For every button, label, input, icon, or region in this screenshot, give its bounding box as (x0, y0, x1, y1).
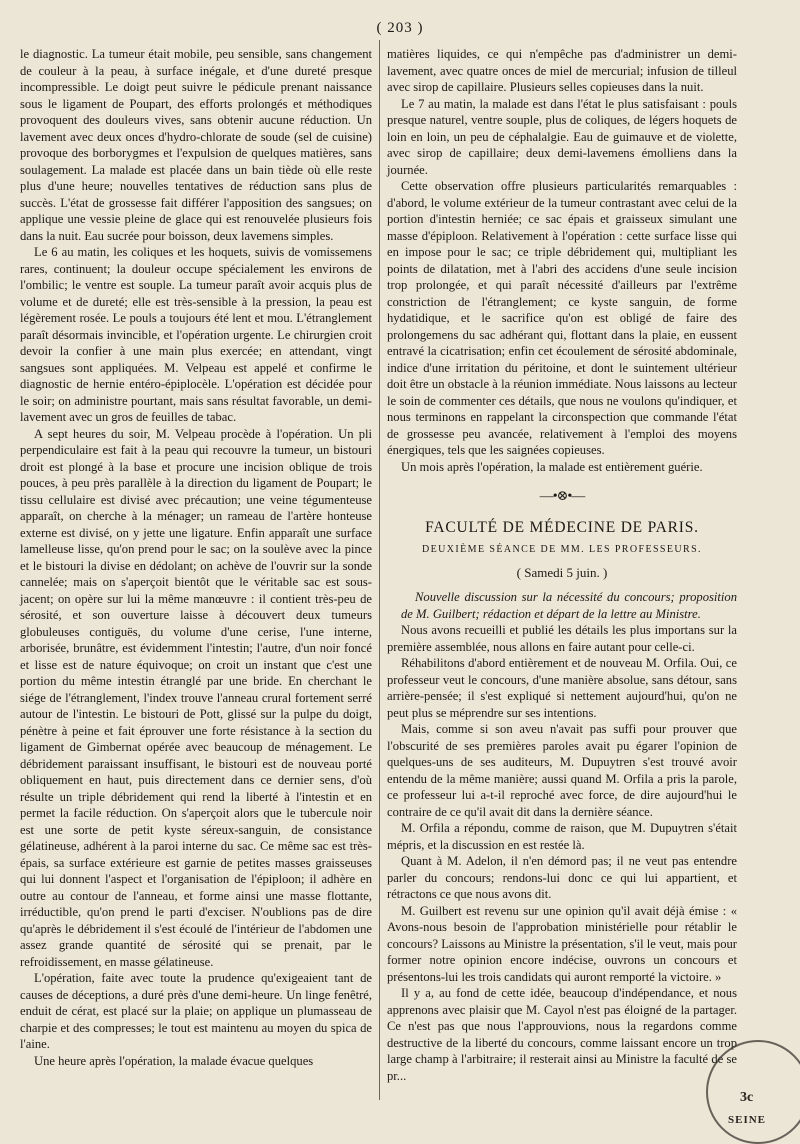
paragraph: Mais, comme si son aveu n'avait pas suffi pour prouver que l'obscurité de ses premières paroles avait pu égarer l'opinion de quelques-uns de ses auditeurs, M. Dupuytren s'est trouvé avoir entendu de la même manière; aussi quand M. Orfila a pris la parole, ce professeur lui a-t-il reproché avec force, de dire aujourd'hui le contraire de ce qu'il avait dit dans la dernière séance. (387, 722, 737, 819)
paragraph: Cette observation offre plusieurs particularités remarquables : d'abord, le volume extérieur de la tumeur contrastant avec celui de la portion d'intestin herniée; ce sac épais et graisseux simulant une masse d'épiploon. Relativement à l'opération : cette surface lisse qui en impose pour le sac; ce triple débridement qui, multipliant les points de dilatation, met à l'abri des accidens d'une seule incision trop prolongée, et qui paraît nécessité d'ailleurs par l'extrême constriction de l'étranglement; ce kyste sanguin, de forme hydatidique, et le sacrifice qu'on est obligé de faire des prolongemens du sac adhérant qui, flottant dans la plaie, en eussent entravé la cicatrisation; enfin cet écoulement de sérosité abdominale, indice d'une irritation du péritoine, et dont le suintement ultérieur doit être un obstacle à la réunion immédiate. Nous laissons au lecteur le soin de commenter ces détails, que nous ne voulons qu'indiquer, et nous terminons en rappelant la circonspection que commande l'état de grossesse peu avancée, relativement à l'emploi des moyens énergiques, tels que les saignées copieuses. (387, 179, 737, 457)
paragraph: Nous avons recueilli et publié les détails les plus importans sur la première assemblée, nous allons en faire autant pour celle-ci. (387, 623, 737, 654)
paragraph: M. Guilbert est revenu sur une opinion qu'il avait déjà émise : « Avons-nous besoin de l'approbation ministérielle pour rétablir le concours? Laissons au Ministre la présentation, s'il le veut, mais pour former notre opinion encore indécise, ouvrons un concours et présentons-lui les trois candidats qui auront remporté la victoire. » (387, 903, 737, 984)
column-divider (379, 40, 380, 1100)
paragraph: Une heure après l'opération, la malade évacue quelques (34, 1053, 314, 1068)
paragraph: M. Orfila a répondu, comme de raison, que M. Dupuytren s'était mépris, et la discussion en est restée là. (387, 821, 737, 852)
paragraph: Le 7 au matin, la malade est dans l'état le plus satisfaisant : pouls presque naturel, ventre souple, plus de coliques, de légers hoquets de loin en loin, un peu de céphalalgie. Eau de guimauve et de violette, avec sirop de capillaire; deux demi-lavemens émolliens dans la journée. (387, 96, 737, 177)
stamp-label: SEINE (728, 1114, 767, 1126)
paragraph: Quant à M. Adelon, il n'en démord pas; il ne veut pas entendre parler du concours; rendons-lui donc ce qui lui appartient, et rétractons ce que nous avons dit. (387, 854, 737, 901)
section-subheading: DEUXIÈME SÉANCE DE MM. LES PROFESSEURS. (422, 544, 702, 555)
paragraph: Il y a, au fond de cette idée, beaucoup d'indépendance, et nous apprenons avec plaisir que M. Cayol n'est pas éloigné de la partager. Ce n'est pas que nous l'approuvions, nous la regardons comme destructive de la liberté du concours, comme laissant encore un trop large champ à l'arbitraire; il resterait ainsi au Ministre la faculté de se pr... (387, 986, 737, 1083)
stamp-number: 3c (740, 1090, 754, 1105)
section-heading: FACULTÉ DE MÉDECINE DE PARIS. (425, 518, 699, 536)
paragraph: Réhabilitons d'abord entièrement et de nouveau M. Orfila. Oui, ce professeur veut le concours, d'une manière absolue, sans détour, sans arrière-pensée; il s'est expliqué si nettement aujourd'hui, qu'on ne peut plus se méprendre sur ses intentions. (387, 656, 737, 720)
paragraph: Un mois après l'opération, la malade est entièrement guérie. (401, 459, 703, 474)
paragraph: A sept heures du soir, M. Velpeau procède à l'opération. Un pli perpendiculaire est fait à la peau qui recouvre la tumeur, un bistouri droit est plongé à la base et procure une incision oblique de trois pouces, à peu près parallèle à la direction du ligament de Poupart; le tissu cellulaire est divisé avec précaution; une veine tégumenteuse apparaît, on cherche à la ménager; un rameau de l'artère honteuse externe est divisé, on y jette une ligature. Enfin apparaît une surface lamelleuse lisse, qu'on prend pour le sac; on la soulève avec la pince et le bistouri la divise en dédolant; on achève de l'ouvrir sur la sonde cannelée; mais on s'aperçoit bientôt que le véritable sac est sous-jacent; on opère sur lui la même manœuvre : il contient très-peu de sérosité, et son ouverture laisse à découvert deux tumeurs globuleuses contiguës, du volume d'une cerise, l'une interne, arborisée, brunâtre, est évidemment l'intestin; l'autre, d'un noir foncé et lisse est de nature équivoque; on croit un instant que c'est une portion du même intestin étranglé par une bride. En cherchant le siége de l'étranglement, l'index trouve l'anneau crural fortement serré autour de l'intestin. Le bistouri de Pott, glissé sur la pulpe du doigt, pénètre à peine et fait éprouver une forte résistance à la section du ligament de Gimbernat opérée avec beaucoup de ménagement. Le débridement paraissant insuffisant, le bistouri est de nouveau porté obliquement en haut, puis directement dans ce dernier sens, d'où résulte un triple débridement qui rend la liberté à l'intestin et en permet la facile réduction. On s'aperçoit alors que le tubercule noir est une sorte de petit kyste séreux-sanguin, de consistance gélatineuse, adhérent à la paroi interne du sac. Ce même sac est très-épais, sa surface extérieure est garnie de petites masses graisseuses qui lui donnent l'aspect et l'organisation de l'épiploon; il adhère en outre au contour de l'anneau, et forme ainsi une masse flottante, irréductible, qu'on prend le parti d'exciser. N'oublions pas de dire qu'après le débridement il s'est écoulé de l'intérieur de l'abdomen une assez grande quantité de sérosité qui se prenait, par le refroidissement, en masse gélatineuse. (20, 426, 372, 969)
paragraph: matières liquides, ce qui n'empêche pas d'administrer un demi-lavement, avec quatre onces de miel de mercurial; infusion de tilleul avec sirop de capillaire. Plusieurs selles copieuses dans la nuit. (387, 47, 737, 94)
section-ornament: —•⊗•— (539, 489, 585, 504)
paragraph: Le 6 au matin, les coliques et les hoquets, suivis de vomissemens rares, continuent; la douleur occupe spécialement les environs de l'ombilic; le ventre est souple. La tumeur paraît avoir acquis plus de volume et de dureté; elle est très-sensible à la pression, la peau est légèrement rosée. Le pouls a toujours été lent et mou. L'étranglement paraît désormais invincible, et l'opération urgente. Le chirurgien croit devoir la confier à une main plus exercée; en attendant, vingt sangsues sont appliquées. M. Velpeau est appelé et confirme le diagnostic de hernie entéro-épiplocèle. L'opération est décidée pour le soir; on administre pourtant, mais sans résultat favorable, un demi-lavement avec un gros de feuilles de tabac. (20, 245, 372, 424)
paragraph: le diagnostic. La tumeur était mobile, peu sensible, sans changement de couleur à la peau, à surface inégale, et d'une dureté presque incompressible. Le doigt peut suivre le pédicule prenant naissance sous le ligament de Poupart, des efforts prolongés et méthodiques provoquent des douleurs vives, sans obtenir aucune réduction. Un lavement avec deux onces d'hydro-chlorate de soude (sel de cuisine) provoque des borborygmes et l'expulsion de quelques matières, sans soulagement. La malade est placée dans un bain tiède où elle reste plus d'une heure; nouvelles tentatives de réduction sans plus de succès. L'état de grossesse fait différer l'apposition des sangsues; on applique une vessie pleine de glace qui est renouvelée plusieurs fois dans la nuit. Eau sucrée pour boisson, deux lavemens simples. (20, 47, 372, 243)
page-number: ( 203 ) (376, 20, 424, 36)
session-agenda: Nouvelle discussion sur la nécessité du concours; proposition de M. Guilbert; rédaction et départ de la lettre au Ministre. (401, 590, 737, 621)
session-date: ( Samedi 5 juin. ) (516, 564, 608, 580)
left-column (20, 46, 372, 1069)
paragraph: L'opération, faite avec toute la prudence qu'exigeaient tant de causes de déceptions, a duré près d'une demi-heure. Un linge fenêtré, enduit de cérat, est placé sur la plaie; on applique un plumasseau de charpie et des compresses; le tout est maintenu au moyen du spica de l'aine. (20, 971, 372, 1051)
right-column (387, 46, 737, 1084)
